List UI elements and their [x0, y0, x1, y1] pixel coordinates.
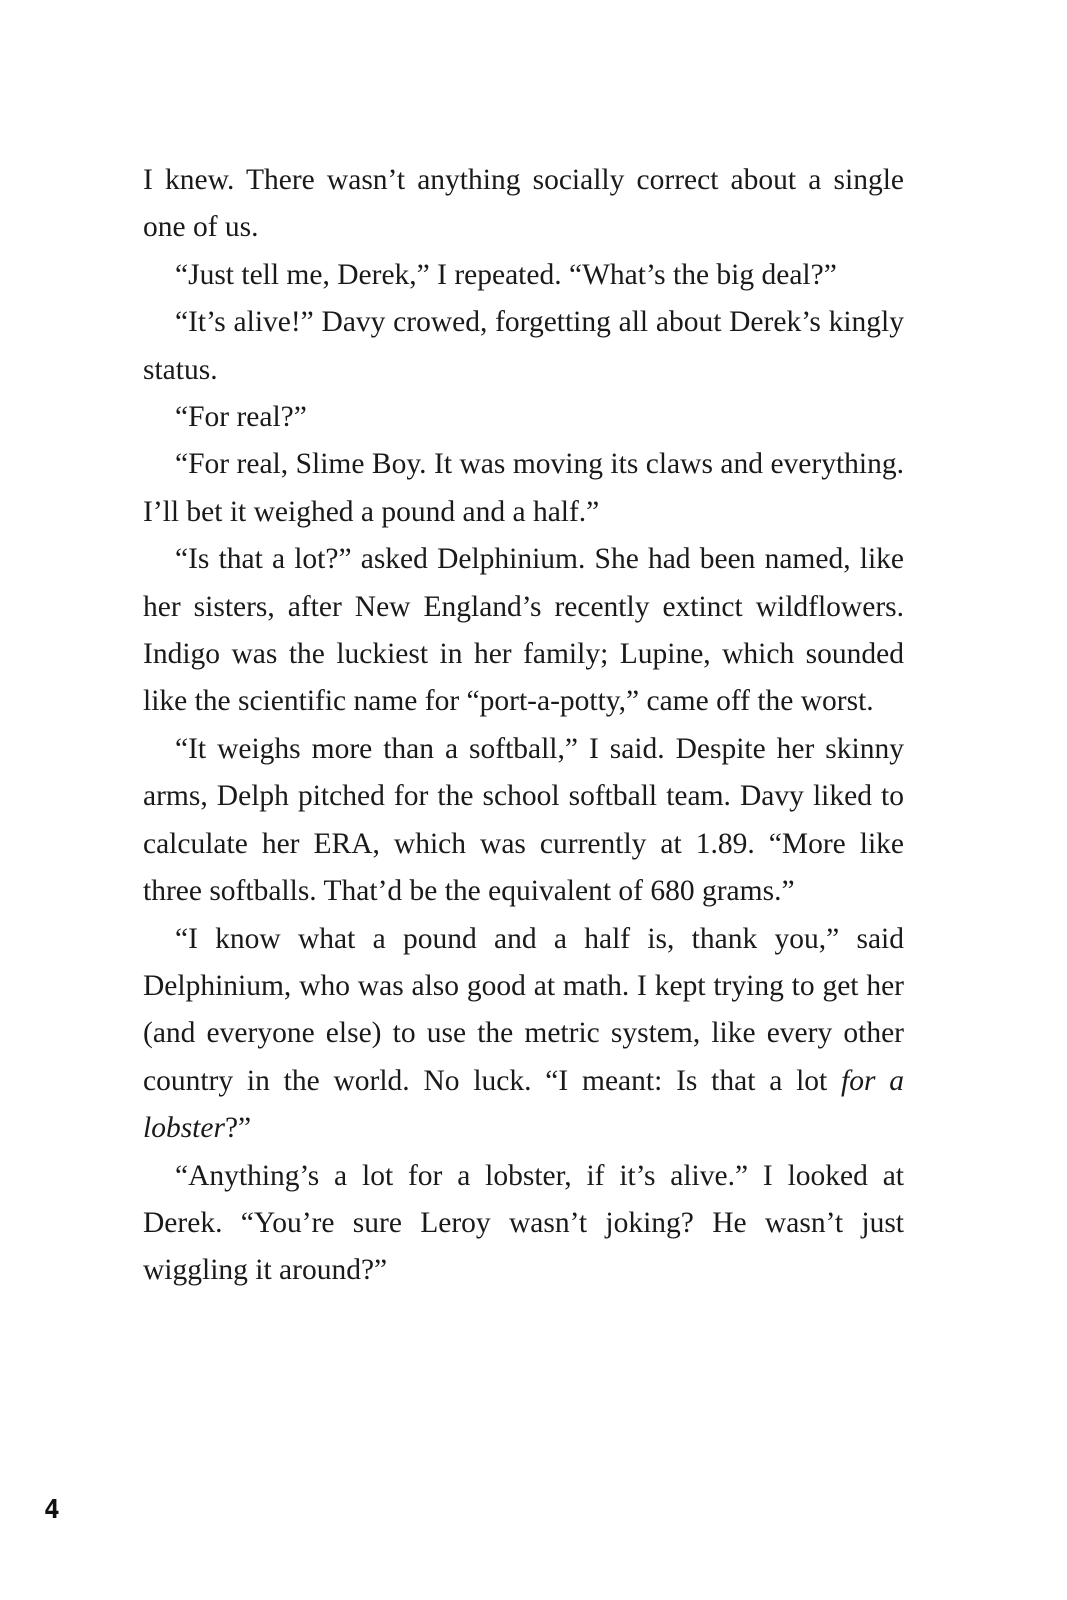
paragraph-7: “It weighs more than a softball,” I said. Despite her skinny arms, Delph pitched for the school softball team. Davy liked to calculate her ERA, which was currently at 1.89. “More like three softballs. That’d be the equivalent of 680 grams.”: [143, 732, 904, 908]
paragraph-2: “Just tell me, Derek,” I repeated. “What’s the big deal?”: [175, 258, 837, 291]
paragraph-8-italic: for a lobster: [143, 1064, 905, 1145]
page-number: 4: [44, 1495, 60, 1525]
paragraph-5: “For real, Slime Boy. It was moving its claws and everything. I’ll bet it weighed a pound and a half.”: [143, 448, 904, 528]
paragraph-8-text: “I know what a pound and a half is, thank you,” said Delphinium, who was also good at math. I kept trying to get her (and everyone else) to use the metric system, like every other country in the world. No luck. “I meant: Is that a lot: [143, 922, 904, 1097]
paragraph-8-end: ?”: [224, 1112, 252, 1145]
paragraph-9: “Anything’s a lot for a lobster, if it’s alive.” I looked at Derek. “You’re sure Leroy wasn’t joking? He wasn’t just wiggling it around?”: [143, 1159, 904, 1287]
paragraph-3: “It’s alive!” Davy crowed, forgetting all about Derek’s kingly status.: [143, 306, 904, 386]
paragraph-4: “For real?”: [175, 401, 307, 434]
paragraph-6: “Is that a lot?” asked Delphinium. She had been named, like her sisters, after New England’s recently extinct wildflowers. Indigo was the luckiest in her family; Lupine, which sounded like the scientific name for “port-a-potty,” came off the worst.: [143, 543, 904, 718]
body-text: [143, 157, 904, 1295]
paragraph-1: I knew. There wasn’t anything socially correct about a single one of us.: [143, 164, 904, 244]
paragraph-8: [143, 916, 904, 1153]
